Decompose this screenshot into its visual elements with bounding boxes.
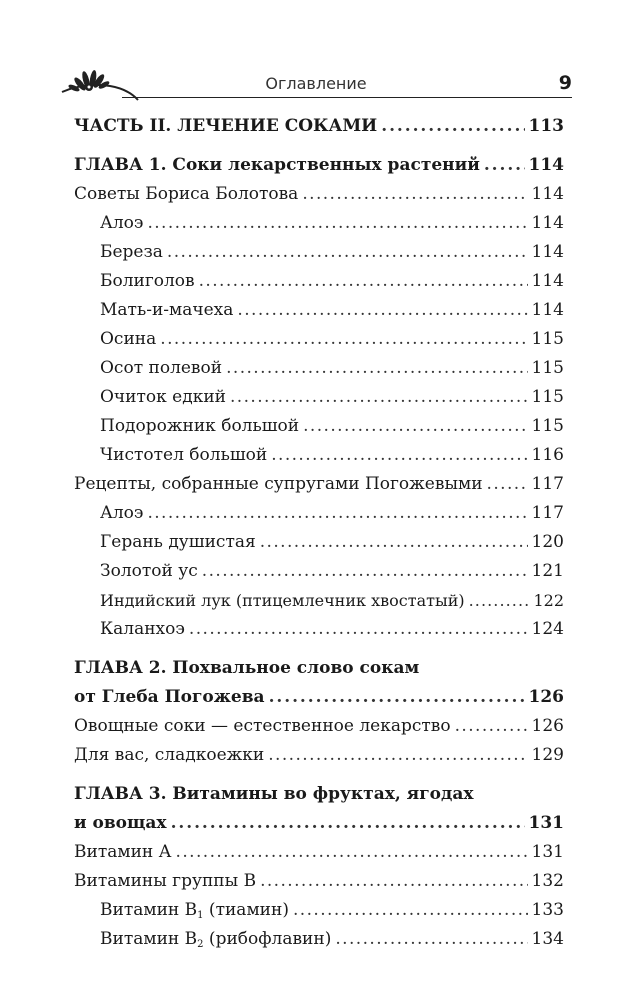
toc-subsection-entry[interactable]: Витамин $В_2$ (рибофлавин) . . . 134	[74, 925, 564, 954]
toc-subsection-entry[interactable]: Каланхоэ . . . 124	[74, 615, 564, 644]
toc-subsection-entry[interactable]: Подорожник большой . . . 115	[74, 412, 564, 441]
toc-section-entry[interactable]: Рецепты, собранные супругами Погожевыми . . . 117	[74, 470, 564, 499]
toc-chapter-entry[interactable]: от Глеба Погожева . . . 126	[74, 683, 564, 712]
toc-subsection-entry[interactable]: Индийский лук (птицемлечник хвостатый) . . . 122	[74, 586, 564, 615]
running-title: Оглавление	[265, 74, 367, 93]
toc-section-entry[interactable]: Витамин А . . . 131	[74, 838, 564, 867]
toc-subsection-entry[interactable]: Болиголов . . . 114	[74, 267, 564, 296]
toc-subsection-entry[interactable]: Алоэ . . . 114	[74, 209, 564, 238]
toc-chapter-title-line: ГЛАВА 3. Витамины во фруктах, ягодах	[74, 784, 474, 804]
table-of-contents	[74, 112, 564, 954]
toc-subsection-entry[interactable]: Осот полевой . . . 115	[74, 354, 564, 383]
toc-subsection-entry[interactable]: Золотой ус . . . 121	[74, 557, 564, 586]
toc-subsection-entry[interactable]: Алоэ . . . 117	[74, 499, 564, 528]
toc-section-entry[interactable]: Витамины группы В . . . 132	[74, 867, 564, 896]
toc-section-entry[interactable]: Для вас, сладкоежки . . . 129	[74, 741, 564, 770]
toc-subsection-entry[interactable]: Очиток едкий . . . 115	[74, 383, 564, 412]
page-number: 9	[558, 72, 572, 94]
toc-chapter-title-line: ГЛАВА 2. Похвальное слово сокам	[74, 658, 420, 678]
page-header	[60, 62, 572, 104]
toc-chapter-entry[interactable]: ГЛАВА 1. Соки лекарственных растений . . . 114	[74, 151, 564, 180]
toc-subsection-entry[interactable]: Осина . . . 115	[74, 325, 564, 354]
toc-subsection-entry[interactable]: Мать-и-мачеха . . . 114	[74, 296, 564, 325]
toc-subsection-entry[interactable]: Герань душистая . . . 120	[74, 528, 564, 557]
toc-subsection-entry[interactable]: Чистотел большой . . . 116	[74, 441, 564, 470]
toc-subsection-entry[interactable]: Витамин $В_1$ (тиамин) . . . 133	[74, 896, 564, 925]
header-rule	[122, 97, 572, 98]
toc-chapter-entry[interactable]: и овощах . . . 131	[74, 809, 564, 838]
toc-subsection-entry[interactable]: Береза . . . 114	[74, 238, 564, 267]
toc-section-entry[interactable]: Овощные соки — естественное лекарство . . . 126	[74, 712, 564, 741]
toc-part-entry[interactable]: ЧАСТЬ II. ЛЕЧЕНИЕ СОКАМИ . . . 113	[74, 112, 564, 141]
toc-section-entry[interactable]: Советы Бориса Болотова . . . 114	[74, 180, 564, 209]
